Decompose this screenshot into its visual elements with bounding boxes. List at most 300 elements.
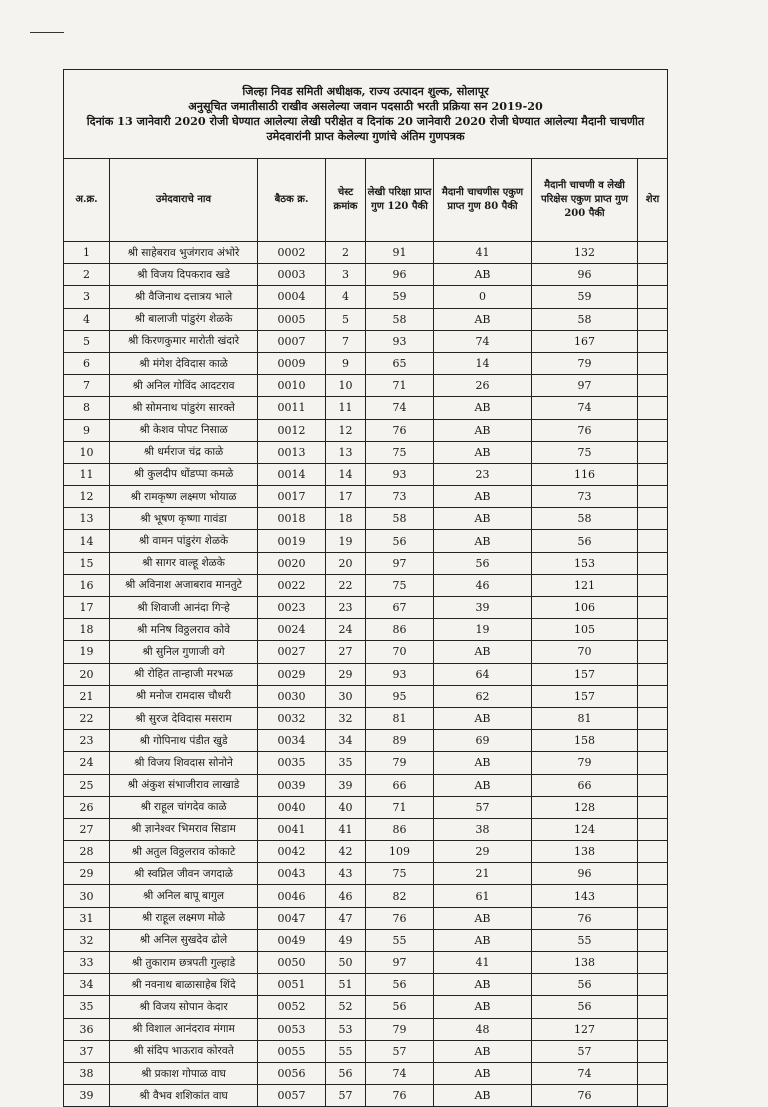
candidate-name-cell: श्री मंगेश देविदास काळे <box>110 352 258 374</box>
candidate-name-cell: श्री विशाल आनंदराव मंगाम <box>110 1018 258 1040</box>
table-row <box>64 242 668 264</box>
field-marks-cell: 19 <box>434 619 532 641</box>
total-marks-cell: 157 <box>532 663 638 685</box>
serial-cell: 9 <box>64 419 110 441</box>
chest-number-cell: 4 <box>326 286 366 308</box>
total-marks-cell: 58 <box>532 508 638 530</box>
chest-number-cell: 27 <box>326 641 366 663</box>
candidate-name-cell: श्री संदिप भाऊराव कोरवते <box>110 1040 258 1062</box>
chest-number-cell: 40 <box>326 796 366 818</box>
total-marks-cell: 158 <box>532 730 638 752</box>
serial-cell: 18 <box>64 619 110 641</box>
chest-number-cell: 29 <box>326 663 366 685</box>
table-row <box>64 308 668 330</box>
chest-number-cell: 52 <box>326 996 366 1018</box>
serial-cell: 27 <box>64 818 110 840</box>
table-row <box>64 530 668 552</box>
candidate-name-cell: श्री कुलदीप धोंडप्पा कमळे <box>110 463 258 485</box>
remark-cell <box>638 752 668 774</box>
remark-cell <box>638 597 668 619</box>
table-row <box>64 463 668 485</box>
table-row <box>64 1040 668 1062</box>
seat-number-cell: 0047 <box>258 907 326 929</box>
remark-cell <box>638 1018 668 1040</box>
total-marks-cell: 79 <box>532 352 638 374</box>
written-marks-cell: 75 <box>366 574 434 596</box>
written-marks-cell: 76 <box>366 419 434 441</box>
chest-number-cell: 47 <box>326 907 366 929</box>
written-marks-cell: 91 <box>366 242 434 264</box>
chest-number-cell: 50 <box>326 952 366 974</box>
written-marks-cell: 73 <box>366 486 434 508</box>
table-row <box>64 885 668 907</box>
remark-cell <box>638 530 668 552</box>
field-marks-cell: 0 <box>434 286 532 308</box>
table-row <box>64 352 668 374</box>
candidate-name-cell: श्री राहूल लक्ष्मण मोळे <box>110 907 258 929</box>
seat-number-cell: 0010 <box>258 375 326 397</box>
chest-number-cell: 43 <box>326 863 366 885</box>
seat-number-cell: 0005 <box>258 308 326 330</box>
seat-number-cell: 0046 <box>258 885 326 907</box>
seat-number-cell: 0030 <box>258 685 326 707</box>
remark-cell <box>638 929 668 951</box>
seat-number-cell: 0018 <box>258 508 326 530</box>
total-marks-cell: 143 <box>532 885 638 907</box>
serial-cell: 16 <box>64 574 110 596</box>
candidate-name-cell: श्री शिवाजी आनंदा गिऱ्हे <box>110 597 258 619</box>
table-row <box>64 796 668 818</box>
seat-number-cell: 0020 <box>258 552 326 574</box>
written-marks-cell: 71 <box>366 796 434 818</box>
field-marks-cell: 26 <box>434 375 532 397</box>
chest-number-cell: 42 <box>326 841 366 863</box>
header-field-marks: मैदानी चाचणीस एकुण प्राप्त गुण 80 पैकी <box>434 159 532 242</box>
total-marks-cell: 116 <box>532 463 638 485</box>
seat-number-cell: 0012 <box>258 419 326 441</box>
table-row <box>64 375 668 397</box>
header-total-marks: मैदानी चाचणी व लेखी परिक्षेस एकुण प्राप्त गुण 200 पैकी <box>532 159 638 242</box>
serial-cell: 7 <box>64 375 110 397</box>
table-row <box>64 841 668 863</box>
serial-cell: 34 <box>64 974 110 996</box>
field-marks-cell: AB <box>434 397 532 419</box>
serial-cell: 39 <box>64 1085 110 1107</box>
table-row <box>64 730 668 752</box>
candidate-name-cell: श्री वैजिनाथ दत्तात्रय भाले <box>110 286 258 308</box>
chest-number-cell: 12 <box>326 419 366 441</box>
total-marks-cell: 167 <box>532 330 638 352</box>
seat-number-cell: 0013 <box>258 441 326 463</box>
serial-cell: 19 <box>64 641 110 663</box>
table-row <box>64 818 668 840</box>
candidate-name-cell: श्री सुरज देविदास मसराम <box>110 707 258 729</box>
table-row <box>64 1085 668 1107</box>
candidate-name-cell: श्री मनिष विठ्ठलराव कोवे <box>110 619 258 641</box>
field-marks-cell: 21 <box>434 863 532 885</box>
remark-cell <box>638 375 668 397</box>
written-marks-cell: 89 <box>366 730 434 752</box>
written-marks-cell: 55 <box>366 929 434 951</box>
field-marks-cell: AB <box>434 1040 532 1062</box>
remark-cell <box>638 463 668 485</box>
seat-number-cell: 0003 <box>258 264 326 286</box>
page-corner-mark <box>30 32 64 33</box>
total-marks-cell: 128 <box>532 796 638 818</box>
serial-cell: 26 <box>64 796 110 818</box>
field-marks-cell: AB <box>434 441 532 463</box>
total-marks-cell: 138 <box>532 841 638 863</box>
serial-cell: 15 <box>64 552 110 574</box>
field-marks-cell: AB <box>434 752 532 774</box>
written-marks-cell: 93 <box>366 663 434 685</box>
candidate-name-cell: श्री बालाजी पांडुरंग शेळके <box>110 308 258 330</box>
field-marks-cell: AB <box>434 707 532 729</box>
table-row <box>64 996 668 1018</box>
seat-number-cell: 0014 <box>258 463 326 485</box>
total-marks-cell: 76 <box>532 1085 638 1107</box>
written-marks-cell: 67 <box>366 597 434 619</box>
candidate-name-cell: श्री अनिल सुखदेव ढोले <box>110 929 258 951</box>
remark-cell <box>638 1040 668 1062</box>
seat-number-cell: 0056 <box>258 1062 326 1084</box>
seat-number-cell: 0041 <box>258 818 326 840</box>
table-row <box>64 486 668 508</box>
chest-number-cell: 53 <box>326 1018 366 1040</box>
field-marks-cell: AB <box>434 264 532 286</box>
table-body <box>64 242 668 1107</box>
chest-number-cell: 51 <box>326 974 366 996</box>
candidate-name-cell: श्री अनिल बापू बागुल <box>110 885 258 907</box>
remark-cell <box>638 996 668 1018</box>
table-row <box>64 663 668 685</box>
field-marks-cell: AB <box>434 530 532 552</box>
written-marks-cell: 56 <box>366 530 434 552</box>
header-candidate-name: उमेदवाराचे नाव <box>110 159 258 242</box>
field-marks-cell: 46 <box>434 574 532 596</box>
serial-cell: 33 <box>64 952 110 974</box>
chest-number-cell: 55 <box>326 1040 366 1062</box>
table-row <box>64 552 668 574</box>
chest-number-cell: 24 <box>326 619 366 641</box>
candidate-name-cell: श्री सोमनाथ पांडुरंग सारक्ते <box>110 397 258 419</box>
seat-number-cell: 0050 <box>258 952 326 974</box>
written-marks-cell: 96 <box>366 264 434 286</box>
table-row <box>64 1018 668 1040</box>
chest-number-cell: 34 <box>326 730 366 752</box>
remark-cell <box>638 419 668 441</box>
seat-number-cell: 0004 <box>258 286 326 308</box>
candidate-name-cell: श्री प्रकाश गोपाळ वाघ <box>110 1062 258 1084</box>
serial-cell: 5 <box>64 330 110 352</box>
serial-cell: 6 <box>64 352 110 374</box>
table-row <box>64 264 668 286</box>
remark-cell <box>638 1085 668 1107</box>
written-marks-cell: 93 <box>366 463 434 485</box>
field-marks-cell: AB <box>434 929 532 951</box>
total-marks-cell: 70 <box>532 641 638 663</box>
table-row <box>64 619 668 641</box>
chest-number-cell: 32 <box>326 707 366 729</box>
candidate-name-cell: श्री सागर वाल्हू शेळके <box>110 552 258 574</box>
field-marks-cell: 74 <box>434 330 532 352</box>
header-written-marks: लेखी परिक्षा प्राप्त गुण 120 पैकी <box>366 159 434 242</box>
table-row <box>64 597 668 619</box>
field-marks-cell: 57 <box>434 796 532 818</box>
candidate-name-cell: श्री विजय दिपकराव खडे <box>110 264 258 286</box>
seat-number-cell: 0024 <box>258 619 326 641</box>
total-marks-cell: 121 <box>532 574 638 596</box>
written-marks-cell: 74 <box>366 1062 434 1084</box>
total-marks-cell: 56 <box>532 996 638 1018</box>
serial-cell: 28 <box>64 841 110 863</box>
chest-number-cell: 11 <box>326 397 366 419</box>
table-row <box>64 707 668 729</box>
serial-cell: 29 <box>64 863 110 885</box>
field-marks-cell: 48 <box>434 1018 532 1040</box>
total-marks-cell: 66 <box>532 774 638 796</box>
field-marks-cell: AB <box>434 774 532 796</box>
chest-number-cell: 57 <box>326 1085 366 1107</box>
serial-cell: 12 <box>64 486 110 508</box>
serial-cell: 30 <box>64 885 110 907</box>
total-marks-cell: 97 <box>532 375 638 397</box>
candidate-name-cell: श्री केशव पोपट निसाळ <box>110 419 258 441</box>
total-marks-cell: 157 <box>532 685 638 707</box>
candidate-name-cell: श्री विजय सोपान केदार <box>110 996 258 1018</box>
written-marks-cell: 70 <box>366 641 434 663</box>
candidate-name-cell: श्री वैभव शशिकांत वाघ <box>110 1085 258 1107</box>
seat-number-cell: 0017 <box>258 486 326 508</box>
total-marks-cell: 59 <box>532 286 638 308</box>
written-marks-cell: 86 <box>366 818 434 840</box>
field-marks-cell: AB <box>434 1062 532 1084</box>
serial-cell: 1 <box>64 242 110 264</box>
remark-cell <box>638 552 668 574</box>
serial-cell: 13 <box>64 508 110 530</box>
written-marks-cell: 82 <box>366 885 434 907</box>
title-line-recruitment: अनुसूचित जमातीसाठी राखीव असलेल्या जवान पदसाठी भरती प्रक्रिया सन 2019-20 <box>188 99 543 113</box>
candidate-name-cell: श्री अंकुश संभाजीराव लाखाडे <box>110 774 258 796</box>
field-marks-cell: 14 <box>434 352 532 374</box>
document-title <box>64 70 668 159</box>
title-row <box>64 70 668 159</box>
total-marks-cell: 124 <box>532 818 638 840</box>
table-row <box>64 929 668 951</box>
seat-number-cell: 0011 <box>258 397 326 419</box>
table-row <box>64 907 668 929</box>
table-row <box>64 286 668 308</box>
candidate-name-cell: श्री वामन पांडुरंग शेळके <box>110 530 258 552</box>
total-marks-cell: 74 <box>532 1062 638 1084</box>
candidate-name-cell: श्री अनिल गोविंद आदटराव <box>110 375 258 397</box>
seat-number-cell: 0002 <box>258 242 326 264</box>
written-marks-cell: 81 <box>366 707 434 729</box>
table-row <box>64 1062 668 1084</box>
header-seat-number: बैठक क्र. <box>258 159 326 242</box>
header-serial: अ.क्र. <box>64 159 110 242</box>
table-row <box>64 574 668 596</box>
candidate-name-cell: श्री मनोज रामदास चौधरी <box>110 685 258 707</box>
table-row <box>64 774 668 796</box>
candidate-name-cell: श्री ज्ञानेश्वर भिमराव सिडाम <box>110 818 258 840</box>
table-row <box>64 641 668 663</box>
serial-cell: 24 <box>64 752 110 774</box>
chest-number-cell: 20 <box>326 552 366 574</box>
seat-number-cell: 0027 <box>258 641 326 663</box>
table-row <box>64 685 668 707</box>
remark-cell <box>638 574 668 596</box>
written-marks-cell: 74 <box>366 397 434 419</box>
table-row <box>64 974 668 996</box>
candidate-name-cell: श्री रोहित तान्हाजी मरभळ <box>110 663 258 685</box>
candidate-name-cell: श्री अविनाश अजाबराव मानतुटे <box>110 574 258 596</box>
written-marks-cell: 79 <box>366 1018 434 1040</box>
total-marks-cell: 96 <box>532 264 638 286</box>
remark-cell <box>638 952 668 974</box>
candidate-name-cell: श्री तुकाराम छत्रपती गुल्हाडे <box>110 952 258 974</box>
candidate-name-cell: श्री साहेबराव भुजंगराव अंभोरे <box>110 242 258 264</box>
candidate-name-cell: श्री स्वप्निल जीवन जगदाळे <box>110 863 258 885</box>
remark-cell <box>638 264 668 286</box>
written-marks-cell: 57 <box>366 1040 434 1062</box>
seat-number-cell: 0029 <box>258 663 326 685</box>
chest-number-cell: 22 <box>326 574 366 596</box>
field-marks-cell: AB <box>434 641 532 663</box>
header-remark: शेरा <box>638 159 668 242</box>
table-row <box>64 419 668 441</box>
field-marks-cell: AB <box>434 1085 532 1107</box>
table-row <box>64 752 668 774</box>
field-marks-cell: 29 <box>434 841 532 863</box>
total-marks-cell: 105 <box>532 619 638 641</box>
serial-cell: 23 <box>64 730 110 752</box>
total-marks-cell: 58 <box>532 308 638 330</box>
chest-number-cell: 46 <box>326 885 366 907</box>
title-line-marksheet: उमेदवारांनी प्राप्त केलेल्या गुणांचे अंतिम गुणपत्रक <box>266 129 465 143</box>
remark-cell <box>638 508 668 530</box>
remark-cell <box>638 663 668 685</box>
seat-number-cell: 0042 <box>258 841 326 863</box>
chest-number-cell: 41 <box>326 818 366 840</box>
serial-cell: 32 <box>64 929 110 951</box>
serial-cell: 3 <box>64 286 110 308</box>
seat-number-cell: 0019 <box>258 530 326 552</box>
serial-cell: 8 <box>64 397 110 419</box>
table-row <box>64 441 668 463</box>
remark-cell <box>638 1062 668 1084</box>
candidate-name-cell: श्री नवनाथ बाळासाहेब शिंदे <box>110 974 258 996</box>
field-marks-cell: 61 <box>434 885 532 907</box>
field-marks-cell: AB <box>434 974 532 996</box>
chest-number-cell: 23 <box>326 597 366 619</box>
chest-number-cell: 13 <box>326 441 366 463</box>
chest-number-cell: 35 <box>326 752 366 774</box>
total-marks-cell: 106 <box>532 597 638 619</box>
seat-number-cell: 0022 <box>258 574 326 596</box>
chest-number-cell: 19 <box>326 530 366 552</box>
remark-cell <box>638 730 668 752</box>
written-marks-cell: 56 <box>366 996 434 1018</box>
field-marks-cell: AB <box>434 308 532 330</box>
merit-list-table <box>63 69 668 1107</box>
remark-cell <box>638 818 668 840</box>
seat-number-cell: 0057 <box>258 1085 326 1107</box>
written-marks-cell: 76 <box>366 907 434 929</box>
total-marks-cell: 96 <box>532 863 638 885</box>
written-marks-cell: 58 <box>366 308 434 330</box>
seat-number-cell: 0023 <box>258 597 326 619</box>
total-marks-cell: 74 <box>532 397 638 419</box>
remark-cell <box>638 286 668 308</box>
total-marks-cell: 73 <box>532 486 638 508</box>
written-marks-cell: 95 <box>366 685 434 707</box>
remark-cell <box>638 907 668 929</box>
seat-number-cell: 0049 <box>258 929 326 951</box>
remark-cell <box>638 707 668 729</box>
serial-cell: 37 <box>64 1040 110 1062</box>
field-marks-cell: AB <box>434 486 532 508</box>
chest-number-cell: 17 <box>326 486 366 508</box>
total-marks-cell: 153 <box>532 552 638 574</box>
remark-cell <box>638 885 668 907</box>
seat-number-cell: 0039 <box>258 774 326 796</box>
remark-cell <box>638 774 668 796</box>
field-marks-cell: 38 <box>434 818 532 840</box>
serial-cell: 35 <box>64 996 110 1018</box>
field-marks-cell: AB <box>434 508 532 530</box>
field-marks-cell: 64 <box>434 663 532 685</box>
field-marks-cell: 41 <box>434 952 532 974</box>
remark-cell <box>638 397 668 419</box>
written-marks-cell: 109 <box>366 841 434 863</box>
written-marks-cell: 59 <box>366 286 434 308</box>
seat-number-cell: 0052 <box>258 996 326 1018</box>
total-marks-cell: 57 <box>532 1040 638 1062</box>
serial-cell: 25 <box>64 774 110 796</box>
serial-cell: 38 <box>64 1062 110 1084</box>
written-marks-cell: 86 <box>366 619 434 641</box>
total-marks-cell: 132 <box>532 242 638 264</box>
total-marks-cell: 138 <box>532 952 638 974</box>
chest-number-cell: 56 <box>326 1062 366 1084</box>
remark-cell <box>638 863 668 885</box>
remark-cell <box>638 796 668 818</box>
candidate-name-cell: श्री विजय शिवदास सोनोने <box>110 752 258 774</box>
remark-cell <box>638 685 668 707</box>
seat-number-cell: 0034 <box>258 730 326 752</box>
field-marks-cell: 56 <box>434 552 532 574</box>
table-row <box>64 330 668 352</box>
field-marks-cell: AB <box>434 996 532 1018</box>
field-marks-cell: 41 <box>434 242 532 264</box>
serial-cell: 20 <box>64 663 110 685</box>
remark-cell <box>638 619 668 641</box>
written-marks-cell: 97 <box>366 952 434 974</box>
serial-cell: 31 <box>64 907 110 929</box>
total-marks-cell: 55 <box>532 929 638 951</box>
chest-number-cell: 7 <box>326 330 366 352</box>
written-marks-cell: 75 <box>366 441 434 463</box>
total-marks-cell: 127 <box>532 1018 638 1040</box>
table-row <box>64 863 668 885</box>
seat-number-cell: 0043 <box>258 863 326 885</box>
field-marks-cell: 69 <box>434 730 532 752</box>
chest-number-cell: 9 <box>326 352 366 374</box>
chest-number-cell: 10 <box>326 375 366 397</box>
serial-cell: 10 <box>64 441 110 463</box>
field-marks-cell: 39 <box>434 597 532 619</box>
